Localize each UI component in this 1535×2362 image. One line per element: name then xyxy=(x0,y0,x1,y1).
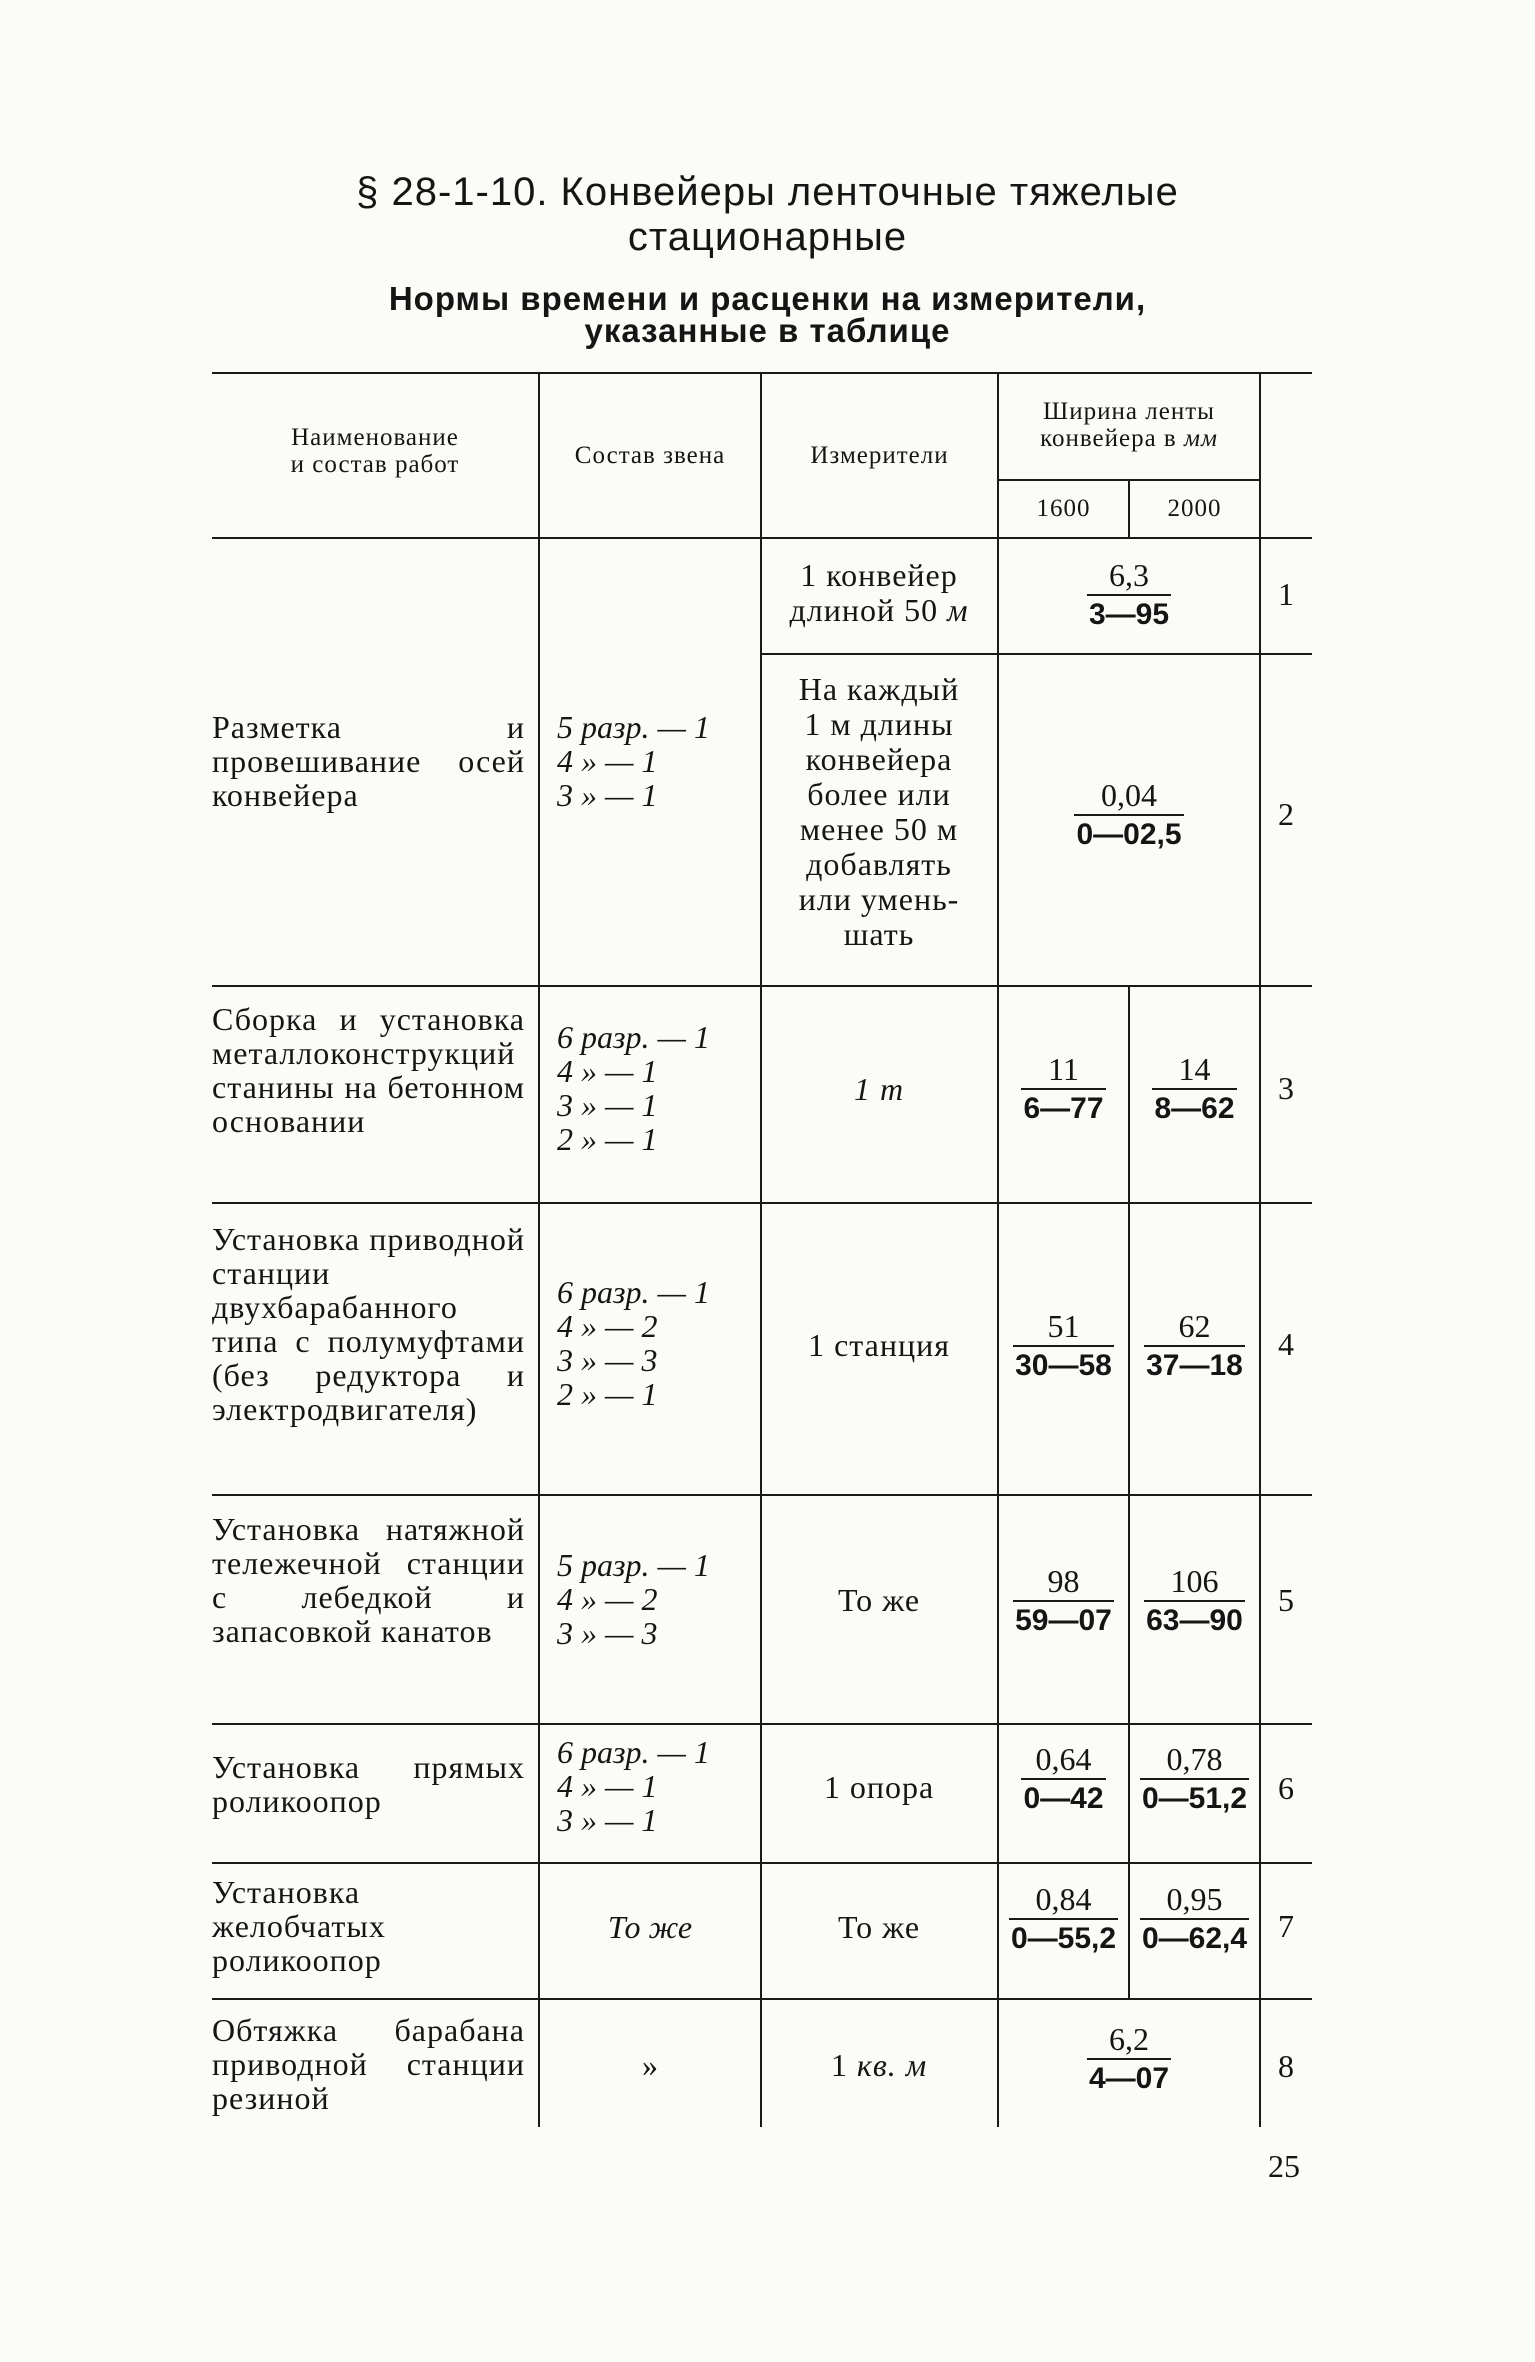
row-1-number: 1 xyxy=(1278,576,1294,612)
row-6-number: 6 xyxy=(1278,1770,1294,1806)
header-bottom-rule xyxy=(212,537,1312,539)
row-3-work: Сборка и установка металлоконструкций станины на бетонном основании xyxy=(212,1001,525,1139)
row-3-number: 3 xyxy=(1278,1070,1294,1106)
row-6-work: Установка прямых роликоопор xyxy=(212,1749,525,1819)
header-width-1600: 1600 xyxy=(1036,495,1091,522)
section-subtitle-line-2: указанные в таблице xyxy=(584,312,951,349)
section-title-line-1: § 28-1-10. Конвейеры ленточные тяжелые xyxy=(356,170,1179,214)
row-4-number: 4 xyxy=(1278,1326,1294,1362)
row-8-work: Обтяжка барабана приводной станции резиной xyxy=(212,2012,525,2116)
row-7-norm-1600: $\frac{0,84}{0—55,2}$ xyxy=(999,1880,1128,1958)
row-5-measure: То же xyxy=(837,1582,921,1618)
row-1-measure: 1 конвейер длиной 50 м xyxy=(789,557,969,628)
row-3-bottom-rule xyxy=(212,1202,1312,1204)
header-crew: Состав звена xyxy=(574,442,726,469)
row-4-norm-1600: $\frac{51}{30—58}$ xyxy=(999,1307,1128,1385)
row-6-crew: 6 разр. — 1 4 » — 1 3 » — 1 xyxy=(557,1734,710,1838)
row-7-number: 7 xyxy=(1278,1908,1294,1944)
section-subtitle-line-1: Нормы времени и расценки на измерители, xyxy=(388,280,1147,317)
row-8-number: 8 xyxy=(1278,2048,1294,2084)
row-4-work: Установка приводной станции двухбарабанного типа с полумуфтами (без редуктора и электродвигателя) xyxy=(212,1221,525,1427)
row-7-crew: То же xyxy=(607,1909,693,1945)
row-5-crew: 5 разр. — 1 4 » — 2 3 » — 3 xyxy=(557,1547,710,1651)
row-3-crew: 6 разр. — 1 4 » — 1 3 » — 1 2 » — 1 xyxy=(557,1019,710,1157)
row-7-measure: То же xyxy=(837,1909,921,1945)
col-rule-number xyxy=(1259,372,1261,2127)
row-4-norm-2000: $\frac{62}{37—18}$ xyxy=(1130,1307,1259,1385)
row-2-norm: $\frac{0,04}{0—02,5}$ xyxy=(999,776,1259,854)
table-top-rule xyxy=(212,372,1312,374)
row-5-norm-2000: $\frac{106}{63—90}$ xyxy=(1130,1562,1259,1640)
row-2-bottom-rule xyxy=(212,985,1312,987)
section-title-line-2: стационарные xyxy=(627,215,908,259)
row-6-measure: 1 опора xyxy=(823,1769,935,1805)
row-3-norm-2000: $\frac{14}{8—62}$ xyxy=(1130,1050,1259,1128)
row-4-bottom-rule xyxy=(212,1494,1312,1496)
row-6-bottom-rule xyxy=(212,1862,1312,1864)
header-measure: Измерители xyxy=(810,442,949,469)
header-work: Наименование и состав работ xyxy=(290,424,460,478)
row-3-measure: 1 т xyxy=(853,1071,905,1107)
row-8-measure: 1 кв. м xyxy=(830,2047,928,2083)
row-6-norm-1600: $\frac{0,64}{0—42}$ xyxy=(999,1740,1128,1818)
row-8-norm: $\frac{6,2}{4—07}$ xyxy=(999,2020,1259,2098)
row-2-work: Разметка и провешивание осей конвейера xyxy=(212,709,525,813)
col-rule-crew xyxy=(538,372,540,2127)
row-1-bottom-rule xyxy=(760,653,1312,655)
row-7-work: Установка желобчатых роликоопор xyxy=(212,1874,386,1978)
row-3-norm-1600: $\frac{11}{6—77}$ xyxy=(999,1050,1128,1128)
row-5-norm-1600: $\frac{98}{59—07}$ xyxy=(999,1562,1128,1640)
header-width-2000: 2000 xyxy=(1167,495,1222,522)
row-1-norm: $\frac{6,3}{3—95}$ xyxy=(999,556,1259,634)
row-7-norm-2000: $\frac{0,95}{0—62,4}$ xyxy=(1130,1880,1259,1958)
row-5-number: 5 xyxy=(1278,1582,1294,1618)
row-6-norm-2000: $\frac{0,78}{0—51,2}$ xyxy=(1130,1740,1259,1818)
row-4-measure: 1 станция xyxy=(808,1327,950,1363)
row-5-bottom-rule xyxy=(212,1723,1312,1725)
row-2-number: 2 xyxy=(1278,796,1294,832)
row-2-crew: 5 разр. — 1 4 » — 1 3 » — 1 xyxy=(557,709,710,813)
row-5-work: Установка натяжной тележечной станции с лебедкой и запасовкой канатов xyxy=(212,1511,525,1649)
row-8-crew: » xyxy=(642,2047,658,2083)
col-rule-width xyxy=(997,372,999,2127)
row-4-crew: 6 разр. — 1 4 » — 2 3 » — 3 2 » — 1 xyxy=(557,1274,710,1412)
col-rule-measure xyxy=(760,372,762,2127)
col-rule-1600-2000-rows-3-7 xyxy=(1128,985,1130,1998)
page-number: 25 xyxy=(1268,2148,1300,2184)
row-7-bottom-rule xyxy=(212,1998,1312,2000)
header-belt-width: Ширина ленты конвейера в мм xyxy=(1040,398,1218,452)
row-2-measure: На каждый 1 м длины конвейера более или менее 50 м добавлять или умень- шать xyxy=(798,671,960,952)
